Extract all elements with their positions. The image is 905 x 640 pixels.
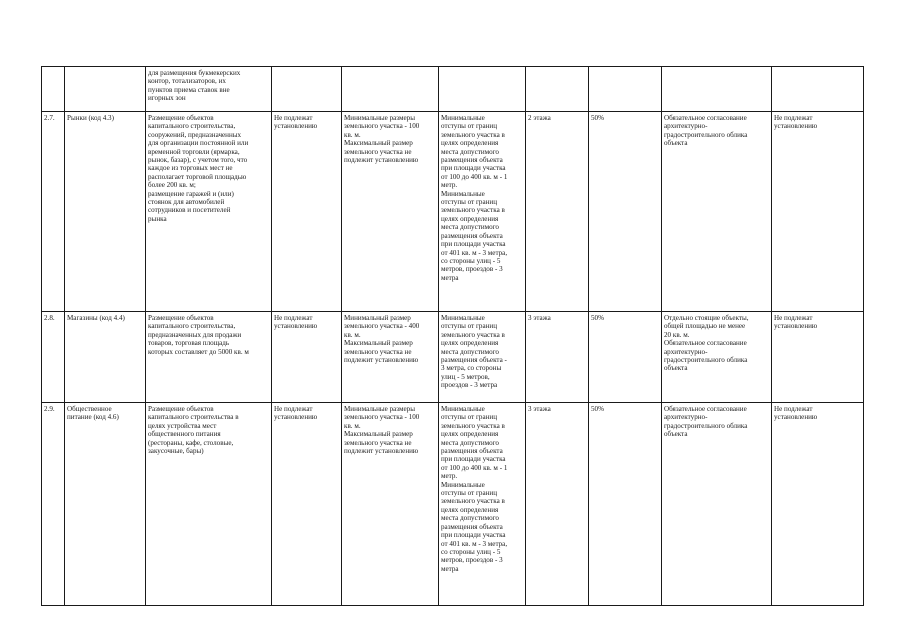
land-use-name-cell: Общественное питание (код 4.6) xyxy=(65,403,146,606)
extra-limits-cell xyxy=(772,67,864,112)
max-floors-cell: 3 этажа xyxy=(526,403,589,606)
land-use-description-cell: Размещение объектов капитального строительства в целях устройства мест общественного питания (рестораны, кафе, столовые, закусочные, бары) xyxy=(146,403,272,606)
extra-limits-cell: Не подлежат установлению xyxy=(772,312,864,403)
extra-limits-cell: Не подлежат установлению xyxy=(772,403,864,606)
limits-cell xyxy=(272,67,342,112)
land-use-name-cell: Магазины (код 4.4) xyxy=(65,312,146,403)
setbacks-cell: Минимальные отступы от границ земельного участка в целях определения места допустимого размещения объекта - 3 метра, со стороны улиц - 5 метров, проездов - 3 метра xyxy=(439,312,526,403)
table-row xyxy=(42,312,864,403)
row-number-cell: 2.9. xyxy=(42,403,65,606)
land-use-name-cell: Рынки (код 4.3) xyxy=(65,112,146,312)
coverage-cell xyxy=(589,67,662,112)
limits-cell: Не подлежат установлению xyxy=(272,312,342,403)
limits-cell: Не подлежат установлению xyxy=(272,403,342,606)
plot-area-cell: Минимальный размер земельного участка - 400 кв. м. Максимальный размер земельного участка не подлежит установлению xyxy=(342,312,439,403)
row-number-cell: 2.8. xyxy=(42,312,65,403)
land-use-description-cell: для размещения букмекерских контор, тотализаторов, их пунктов приема ставок вне игорных зон xyxy=(146,67,272,112)
table-row xyxy=(42,67,864,112)
limits-cell: Не подлежат установлению xyxy=(272,112,342,312)
table-row xyxy=(42,112,864,312)
plot-area-cell: Минимальные размеры земельного участка - 100 кв. м. Максимальный размер земельного участка не подлежит установлению xyxy=(342,112,439,312)
row-number-cell: 2.7. xyxy=(42,112,65,312)
zoning-regulations-table xyxy=(41,66,864,606)
max-floors-cell: 2 этажа xyxy=(526,112,589,312)
table-row xyxy=(42,403,864,606)
land-use-description-cell: Размещение объектов капитального строительства, сооружений, предназначенных для организации постоянной или временной торговли (ярмарка, рынок, базар), с учетом того, что каждое из торговых мест не располагает торговой площадью более 200 кв. м; размещение гаражей и (или) стоянок для автомобилей сотрудников и посетителей рынка xyxy=(146,112,272,312)
coverage-cell: 50% xyxy=(589,403,662,606)
max-floors-cell xyxy=(526,67,589,112)
setbacks-cell xyxy=(439,67,526,112)
requirements-cell: Обязательное согласование архитектурно- градостроительного облика объекта xyxy=(662,403,772,606)
setbacks-cell: Минимальные отступы от границ земельного участка в целях определения места допустимого размещения объекта при площади участка от 100 до 400 кв. м - 1 метр. Минимальные отступы от границ земельного участка в целях определения места допустимого размещения объекта при площади участка от 401 кв. м - 3 метра, со стороны улиц - 5 метров, проездов - 3 метра xyxy=(439,403,526,606)
land-use-description-cell: Размещение объектов капитального строительства, предназначенных для продажи товаров, торговая площадь которых составляет до 5000 кв. м xyxy=(146,312,272,403)
requirements-cell: Отдельно стоящие объекты, общей площадью не менее 20 кв. м. Обязательное согласование архитектурно- градостроительного облика объекта xyxy=(662,312,772,403)
setbacks-cell: Минимальные отступы от границ земельного участка в целях определения места допустимого размещения объекта при площади участка от 100 до 400 кв. м - 1 метр. Минимальные отступы от границ земельного участка в целях определения места допустимого размещения объекта при площади участка от 401 кв. м - 3 метра, со стороны улиц - 5 метров, проездов - 3 метра xyxy=(439,112,526,312)
row-number-cell xyxy=(42,67,65,112)
plot-area-cell xyxy=(342,67,439,112)
requirements-cell xyxy=(662,67,772,112)
land-use-name-cell xyxy=(65,67,146,112)
requirements-cell: Обязательное согласование архитектурно- градостроительного облика объекта xyxy=(662,112,772,312)
coverage-cell: 50% xyxy=(589,112,662,312)
plot-area-cell: Минимальные размеры земельного участка - 100 кв. м. Максимальный размер земельного участка не подлежит установлению xyxy=(342,403,439,606)
max-floors-cell: 3 этажа xyxy=(526,312,589,403)
coverage-cell: 50% xyxy=(589,312,662,403)
extra-limits-cell: Не подлежат установлению xyxy=(772,112,864,312)
